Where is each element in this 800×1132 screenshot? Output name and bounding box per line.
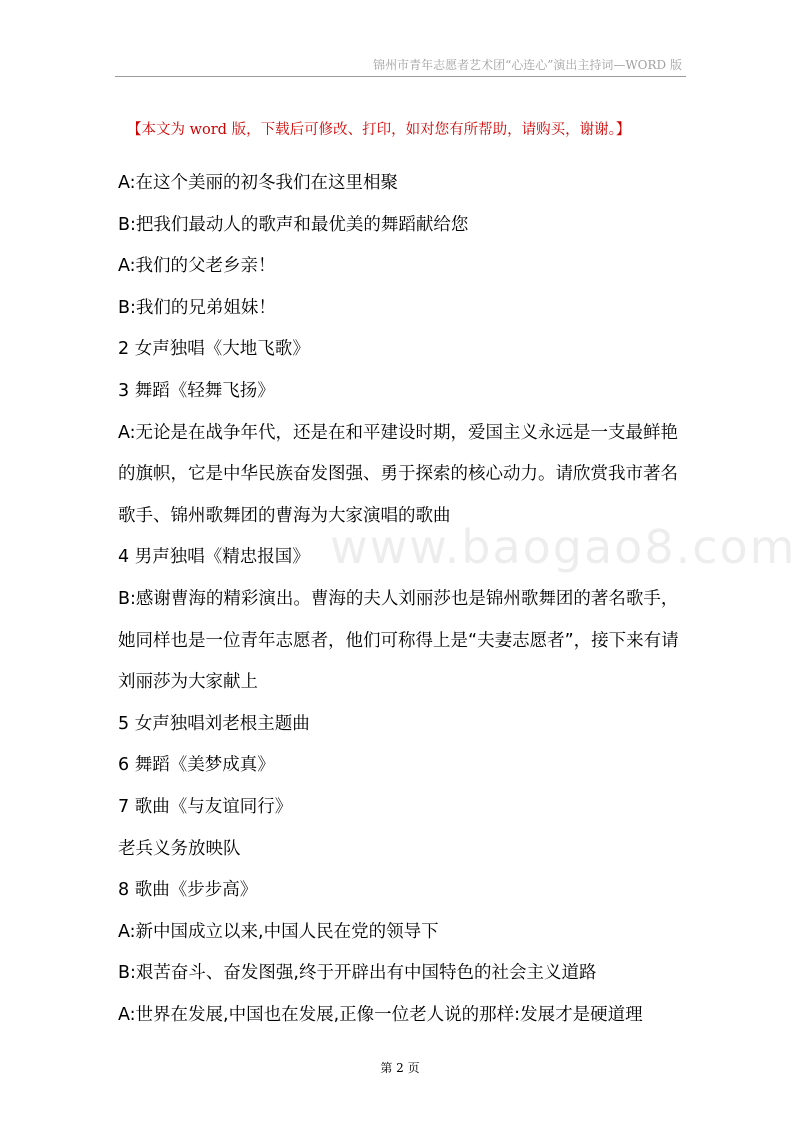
script-line: B:我们的兄弟姐妹！	[118, 297, 276, 318]
script-line: A:在这个美丽的初冬我们在这里相聚	[118, 173, 399, 193]
document-body	[118, 163, 690, 1036]
page-number: 第 2 页	[380, 1061, 420, 1075]
program-item: 7 歌曲《与友谊同行》	[118, 796, 293, 817]
program-item: 老兵义务放映队	[118, 838, 241, 859]
script-paragraph: A:无论是在战争年代，还是在和平建设时期，爱国主义永远是一支最鲜艳的旗帜，它是中华民族奋发图强、勇于探索的核心动力。请欣赏我市著名歌手、锦州歌舞团的曹海为大家演唱的歌曲	[118, 422, 679, 526]
watermark: www.baogao8.com	[330, 520, 797, 574]
header-divider	[115, 76, 686, 77]
program-item: 6 舞蹈《美梦成真》	[118, 755, 275, 776]
program-item: 4 男声独唱《精忠报国》	[118, 547, 310, 568]
script-line: A:我们的父老乡亲！	[118, 256, 276, 277]
purchase-notice: 【本文为 word 版，下载后可修改、打印，如对您有所帮助，请购买，谢谢。】	[127, 122, 631, 138]
program-item: 3 舞蹈《轻舞飞扬》	[118, 380, 275, 401]
program-item: 5 女声独唱刘老根主题曲	[118, 713, 310, 734]
script-line: B:把我们最动人的歌声和最优美的舞蹈献给您	[118, 214, 469, 235]
running-header: 锦州市青年志愿者艺术团“心连心”演出主持词—WORD 版	[373, 58, 682, 72]
program-item: 8 歌曲《步步高》	[118, 880, 258, 901]
script-line: B:艰苦奋斗、奋发图强,终于开辟出有中国特色的社会主义道路	[118, 963, 597, 984]
script-line: A:新中国成立以来,中国人民在党的领导下	[118, 921, 439, 942]
script-line: A:世界在发展,中国也在发展,正像一位老人说的那样:发展才是硬道理	[118, 1004, 643, 1025]
script-paragraph: B:感谢曹海的精彩演出。曹海的夫人刘丽莎也是锦州歌舞团的著名歌手，她同样也是一位青年志愿者，他们可称得上是“夫妻志愿者”，接下来有请刘丽莎为大家献上	[118, 588, 679, 693]
program-item: 2 女声独唱《大地飞歌》	[118, 339, 310, 360]
